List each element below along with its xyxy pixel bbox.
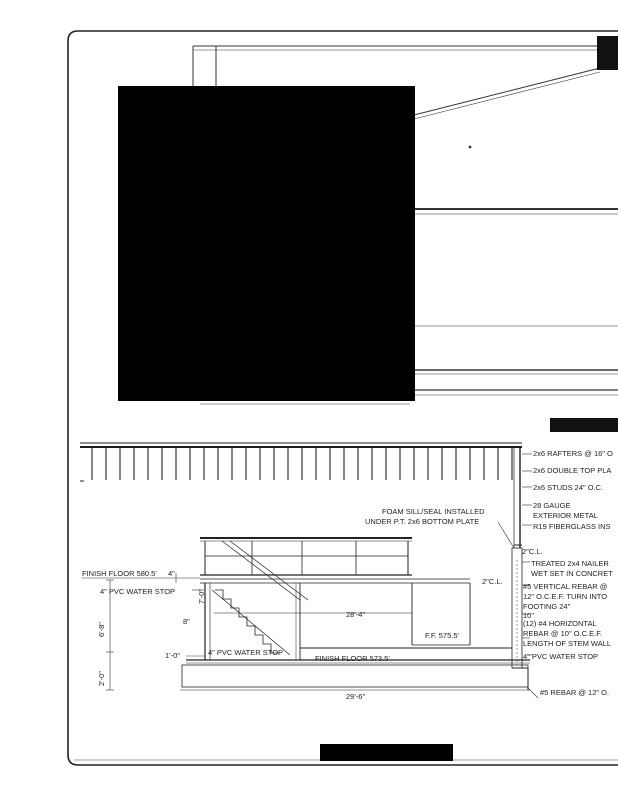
note-dim-10: 10" [523, 611, 535, 620]
note-top-plate: 2x6 DOUBLE TOP PLA [533, 466, 612, 475]
dim-28-4: 28'-4" [346, 610, 366, 619]
dim-7-0: 7'-0" [197, 589, 206, 604]
note-rafters: 2x6 RAFTERS @ 16" O [533, 449, 613, 458]
note-rebar-h-3: LENGTH OF STEM WALL [523, 639, 612, 648]
finish-floor-lower-label: FINISH FLOOR 573.5' [315, 654, 390, 663]
bottom-label-bar [320, 744, 453, 761]
note-rebar-v-2: 12" O.C.E.F. TURN INTO [523, 592, 608, 601]
note-nailer-1: TREATED 2x4 NAILER [531, 559, 609, 568]
finish-floor-tick-label: 4" [168, 569, 175, 578]
roof-rafters [80, 443, 522, 481]
note-rebar-v-3: FOOTING 24" [523, 602, 571, 611]
note-gauge: 28 GAUGE [533, 501, 571, 510]
redacted-block [118, 86, 415, 401]
pvc-water-stop-lower: 4" PVC WATER STOP [208, 648, 284, 657]
note-rebar-h-1: (12) #4 HORIZONTAL [523, 619, 597, 628]
ff-575-label: F.F. 575.5' [425, 631, 459, 640]
dim-1-0: 1'-0" [165, 651, 180, 660]
dim-6-8: 6'-8" [97, 622, 106, 637]
note-foam-sill-1: FOAM SILL/SEAL INSTALLED [382, 507, 485, 516]
section-title-bar [550, 418, 618, 432]
note-nailer-2: WET SET IN CONCRET [531, 569, 613, 578]
title-block-marker [597, 36, 618, 70]
note-rebar-footing: #5 REBAR @ 12" O. [540, 688, 610, 697]
note-cl-1: 2"C.L. [522, 547, 543, 556]
dim-2-0: 2'-0" [97, 671, 106, 686]
note-rebar-v-1: #5 VERTICAL REBAR @ [523, 582, 608, 591]
note-pvc-water-stop-right: 4" PVC WATER STOP [523, 652, 599, 661]
finish-floor-upper-label: FINISH FLOOR 580.5' [82, 569, 157, 578]
note-rebar-h-2: REBAR @ 10" O.C.E.F. [523, 629, 603, 638]
note-cl-2: 2"C.L. [482, 577, 503, 586]
note-foam-sill-2: UNDER P.T. 2x6 BOTTOM PLATE [365, 517, 480, 526]
dim-8: 8" [183, 617, 190, 626]
note-exterior-metal: EXTERIOR METAL [533, 511, 598, 520]
pvc-water-stop-upper: 4" PVC WATER STOP [100, 587, 176, 596]
note-studs: 2x6 STUDS 24" O.C. [533, 483, 604, 492]
dim-29-6: 29'-6" [346, 692, 366, 701]
note-insulation: R19 FIBERGLASS INS [533, 522, 611, 531]
